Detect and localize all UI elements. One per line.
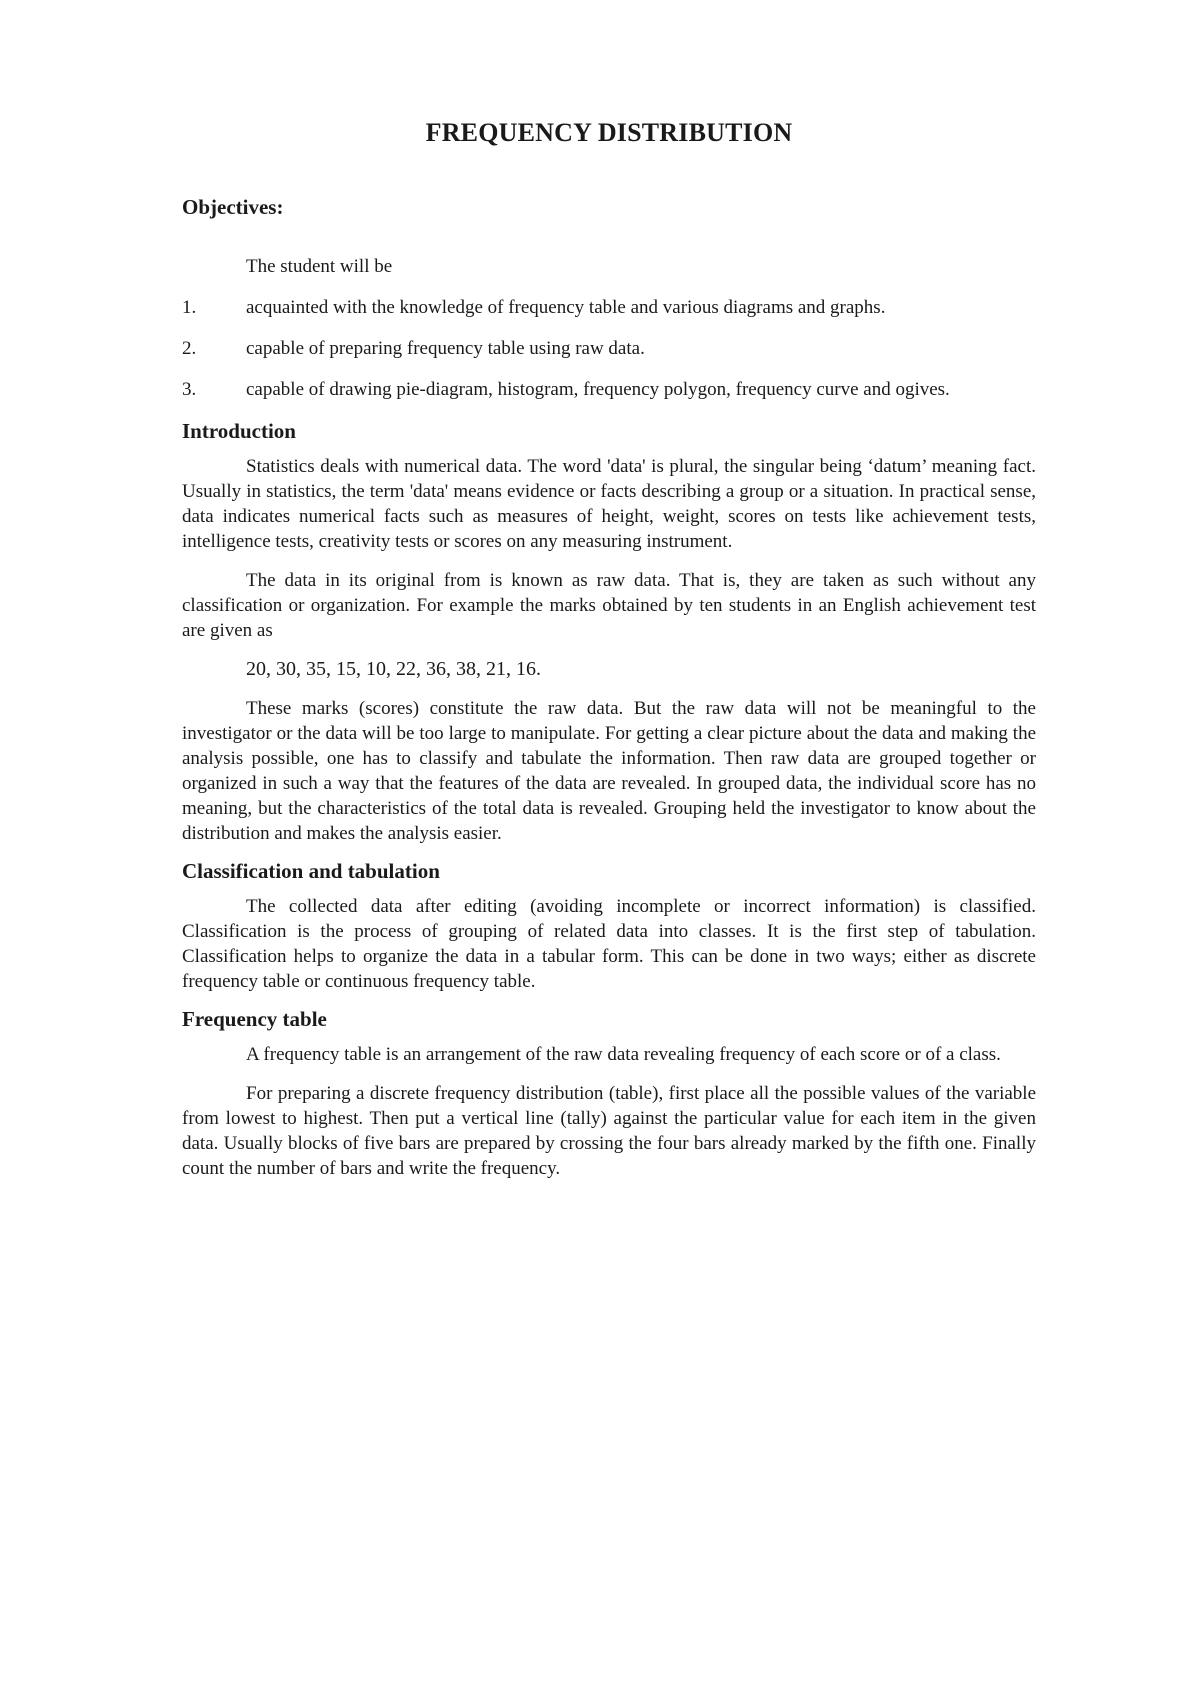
objectives-heading: Objectives: <box>182 195 284 219</box>
list-item <box>182 336 1036 361</box>
list-item-text: capable of drawing pie-diagram, histogram, frequency polygon, frequency curve and ogives. <box>246 379 950 400</box>
list-item-number: 2. <box>182 338 197 359</box>
objectives-list <box>182 295 1036 402</box>
introduction-paragraph-1: Statistics deals with numerical data. The word 'data' is plural, the singular being ‘datum’ meaning fact. Usually in statistics, the term 'data' means evidence or facts describing a group or a situation. In practical sense, data indicates numerical facts such as measures of height, weight, scores on tests like achievement tests, intelligence tests, creativity tests or scores on any measuring instrument. <box>182 456 1036 552</box>
classification-heading: Classification and tabulation <box>182 859 440 883</box>
raw-scores-line: 20, 30, 35, 15, 10, 22, 36, 38, 21, 16. <box>246 658 541 680</box>
introduction-paragraph-3: These marks (scores) constitute the raw data. But the raw data will not be meaningful to the investigator or the data will be too large to manipulate. For getting a clear picture about the data and making the analysis possible, one has to classify and tabulate the information. Then raw data are grouped together or organized in such a way that the features of the data are revealed. In grouped data, the individual score has no meaning, but the characteristics of the total data is revealed. Grouping held the investigator to know about the distribution and makes the analysis easier. <box>182 698 1036 844</box>
introduction-heading: Introduction <box>182 419 296 443</box>
list-item-text: acquainted with the knowledge of frequency table and various diagrams and graphs. <box>246 297 886 318</box>
frequency-table-paragraph-1: A frequency table is an arrangement of the raw data revealing frequency of each score or of a class. <box>246 1044 1001 1065</box>
list-item-number: 1. <box>182 297 197 318</box>
objectives-lead: The student will be <box>246 256 393 277</box>
list-item <box>182 295 1036 320</box>
frequency-table-paragraph-2: For preparing a discrete frequency distribution (table), first place all the possible values of the variable from lowest to highest. Then put a vertical line (tally) against the particular value for each item in the given data. Usually blocks of five bars are prepared by crossing the four bars already marked by the fifth one. Finally count the number of bars and write the frequency. <box>182 1083 1036 1179</box>
page-title: FREQUENCY DISTRIBUTION <box>425 118 793 147</box>
introduction-paragraph-2: The data in its original from is known as raw data. That is, they are taken as such without any classification or organization. For example the marks obtained by ten students in an English achievement test are given as <box>182 570 1036 641</box>
list-item-number: 3. <box>182 379 197 400</box>
document-page <box>182 112 1036 1181</box>
classification-paragraph: The collected data after editing (avoiding incomplete or incorrect information) is classified. Classification is the process of grouping of related data into classes. It is the first step of tabulation. Classification helps to organize the data in a tabular form. This can be done in two ways; either as discrete frequency table or continuous frequency table. <box>182 896 1036 992</box>
list-item-text: capable of preparing frequency table using raw data. <box>246 338 645 359</box>
list-item <box>182 377 1036 402</box>
frequency-table-heading: Frequency table <box>182 1007 327 1031</box>
